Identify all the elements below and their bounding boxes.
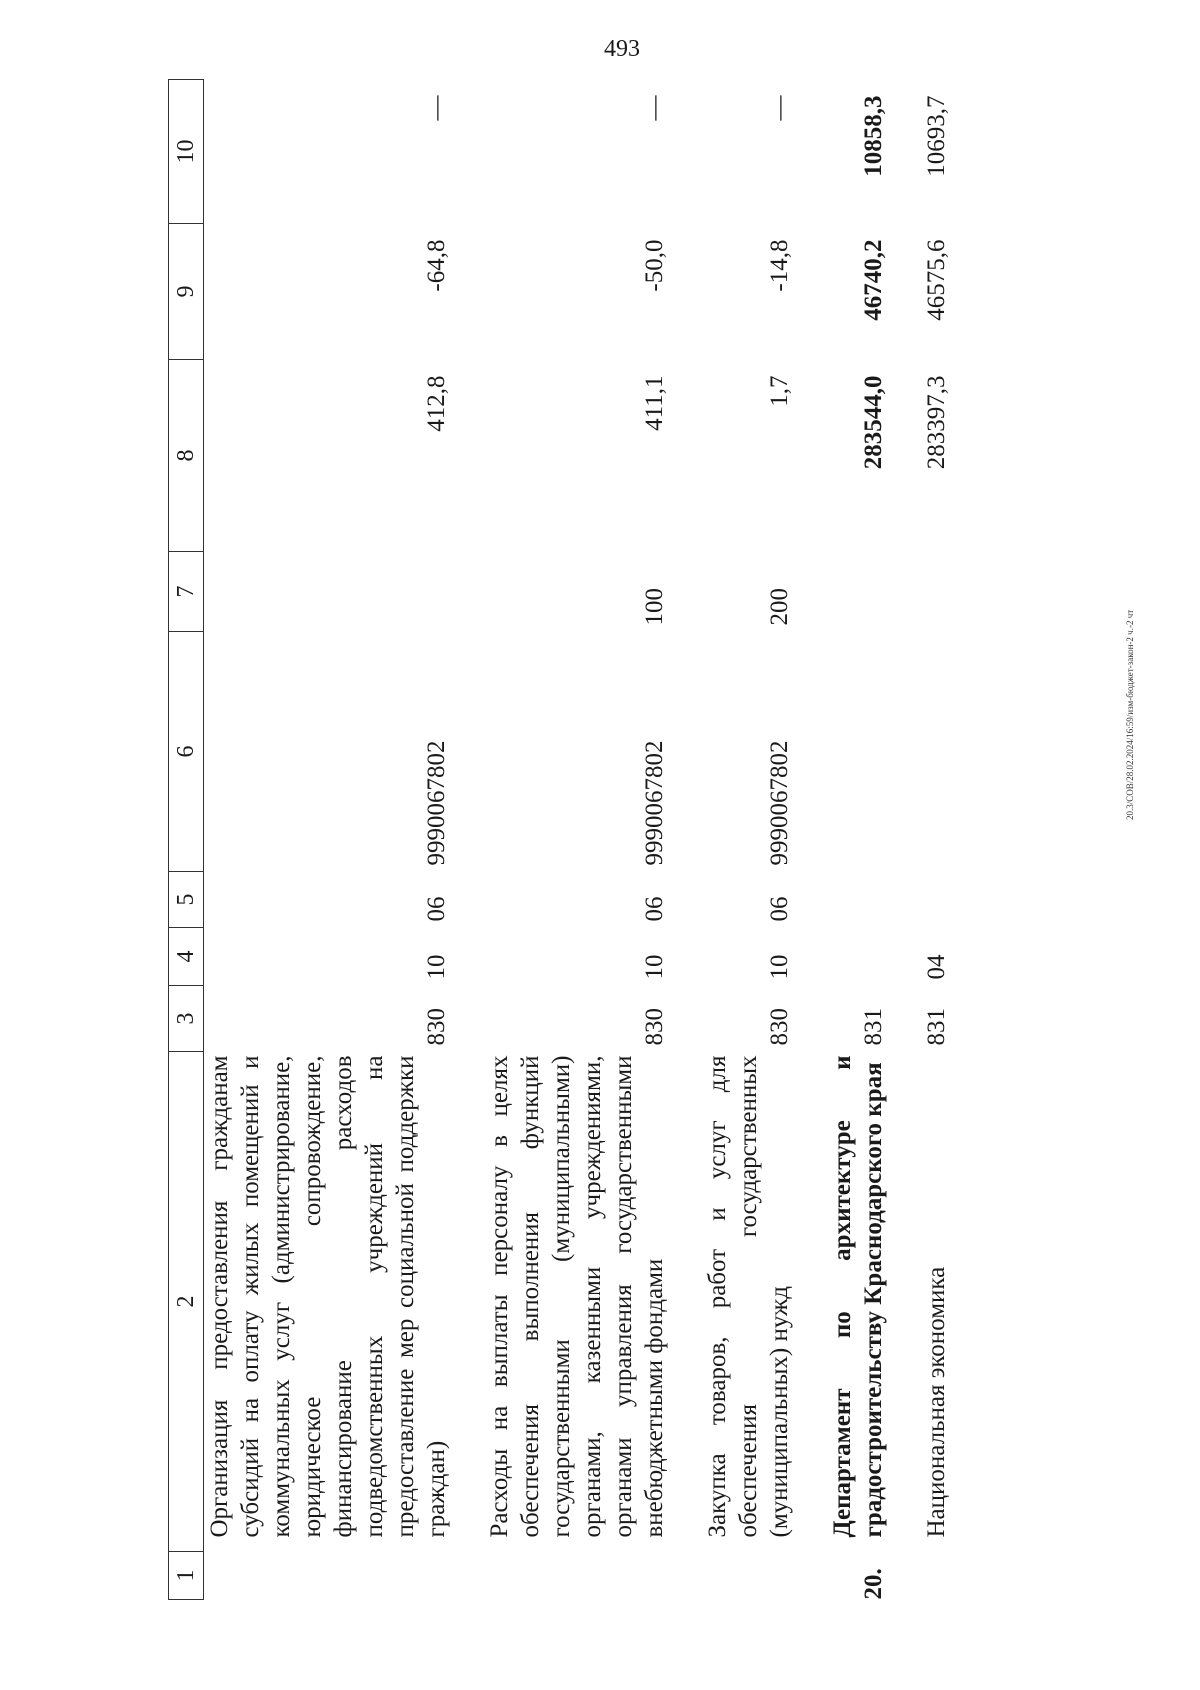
header-cell: 3 (169, 986, 204, 1052)
cell-col10: — (423, 95, 450, 121)
page-number: 493 (604, 36, 640, 62)
cell-target-article (921, 632, 984, 872)
cell-col10: 10858,3 (860, 95, 887, 177)
cell-section: 10 (641, 954, 668, 980)
cell-change: 46740,2 (860, 239, 887, 321)
header-cell: 1 (169, 1552, 204, 1600)
cell-subsection (827, 872, 921, 928)
rotated-table-container (168, 80, 1068, 1600)
cell-ministry: 831 (923, 1008, 950, 1046)
cell-expense-type: 200 (766, 588, 793, 626)
cell-col10: 10693,7 (923, 95, 950, 177)
cell-ministry: 831 (860, 1008, 887, 1046)
table-row (702, 80, 827, 1600)
header-cell: 9 (169, 224, 204, 360)
cell-section (827, 928, 921, 986)
row-number (921, 1552, 984, 1600)
header-cell: 5 (169, 872, 204, 928)
row-name: Организация предоставления гражданам субсидий на оплату жилых помещений и коммунальных услуг (администрирование, юридическое сопровождение, финансирование расходов подведомственных учреждений на предоставление мер социальной поддержки граждан) (206, 1055, 450, 1538)
cell-target-article: 9990067802 (766, 740, 793, 866)
cell-change: -50,0 (641, 239, 668, 292)
table-row (921, 80, 984, 1600)
cell-target-article (827, 632, 921, 872)
cell-ministry: 830 (766, 1008, 793, 1046)
cell-expense-type (827, 552, 921, 632)
document-footer-code: 20.3/СОВ/28.02.2024/16:59/изм-бюджет-закон-2 ч.-2 чт (1125, 609, 1135, 820)
cell-target-article: 9990067802 (423, 740, 450, 866)
cell-subsection: 06 (766, 896, 793, 922)
cell-change: -64,8 (423, 239, 450, 292)
budget-table (168, 79, 984, 1600)
cell-amount: 412,8 (423, 375, 450, 432)
cell-section: 10 (766, 954, 793, 980)
header-cell: 10 (169, 80, 204, 224)
header-cell: 7 (169, 552, 204, 632)
cell-subsection: 06 (641, 896, 668, 922)
table-row-department (827, 80, 921, 1600)
row-name: Закупка товаров, работ и услуг для обеспечения государственных (муниципальных) нужд (704, 1055, 793, 1538)
row-number: 20. (860, 1568, 887, 1600)
row-number (702, 1552, 827, 1600)
cell-expense-type: 100 (641, 588, 668, 626)
cell-change: -14,8 (766, 239, 793, 292)
cell-amount: 283544,0 (860, 375, 887, 470)
cell-expense-type (204, 552, 485, 632)
cell-amount: 283397,3 (923, 375, 950, 470)
cell-amount: 1,7 (766, 375, 793, 407)
cell-section: 10 (423, 954, 450, 980)
cell-col10: — (766, 95, 793, 121)
header-cell: 2 (169, 1052, 204, 1552)
row-number (484, 1552, 702, 1600)
cell-expense-type (921, 552, 984, 632)
row-number (204, 1552, 485, 1600)
cell-target-article: 9990067802 (641, 740, 668, 866)
cell-change: 46575,6 (923, 239, 950, 321)
cell-amount: 411,1 (641, 375, 668, 431)
row-name: Расходы на выплаты персоналу в целях обеспечения выполнения функций государственными (муниципальными) органами, казенными учреждениями, органами управления государственными внебюджетными фондами (486, 1055, 668, 1538)
table-row (204, 80, 485, 1600)
cell-col10: — (641, 95, 668, 121)
cell-section: 04 (923, 954, 950, 980)
header-cell: 8 (169, 360, 204, 552)
cell-subsection: 06 (423, 896, 450, 922)
table-row (484, 80, 702, 1600)
cell-ministry: 830 (423, 1008, 450, 1046)
header-cell: 4 (169, 928, 204, 986)
cell-ministry: 830 (641, 1008, 668, 1046)
table-header-row (169, 80, 204, 1600)
row-name: Департамент по архитектуре и градостроительству Краснодарского края (829, 1055, 887, 1538)
header-cell: 6 (169, 632, 204, 872)
cell-subsection (921, 872, 984, 928)
row-name: Национальная экономика (923, 1266, 950, 1538)
